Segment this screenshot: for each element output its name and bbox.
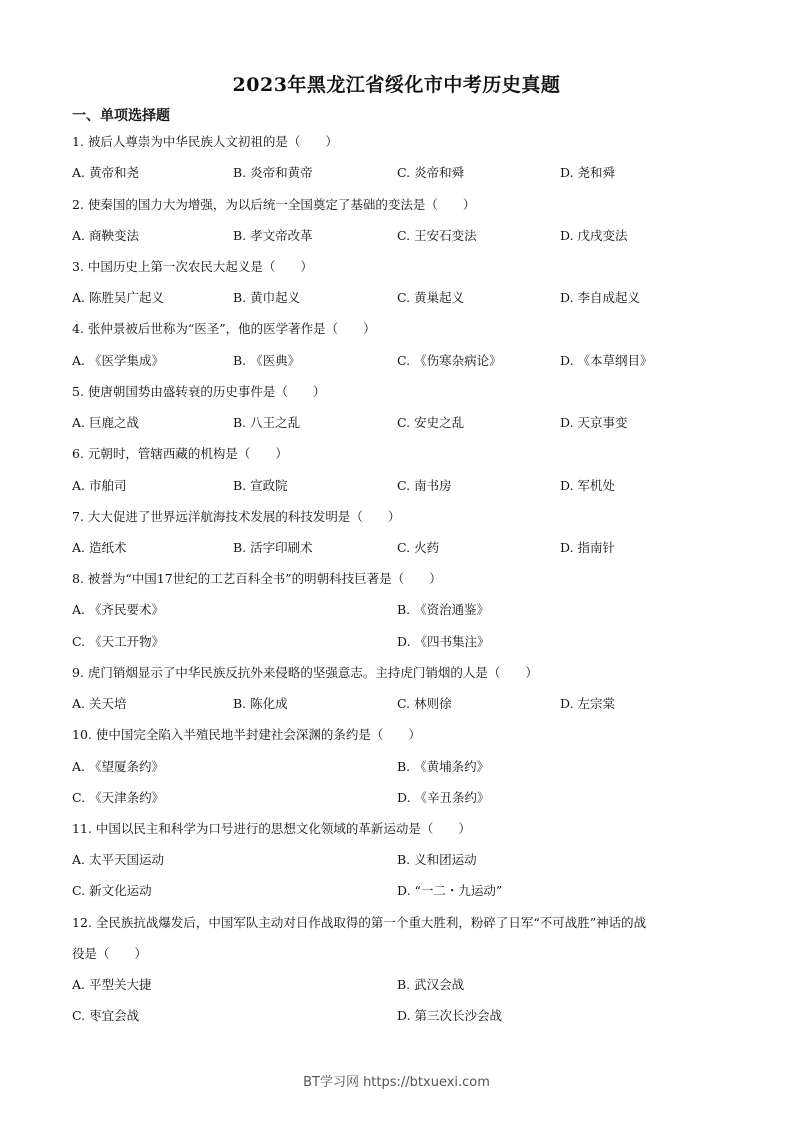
option-d: D. 左宗棠 — [560, 696, 616, 711]
option-a: A. 《望厦条约》 — [72, 759, 164, 774]
option-b: B. 活字印刷术 — [233, 540, 313, 555]
option-c: C. 火药 — [397, 540, 440, 555]
option-c: C. 安史之乱 — [397, 415, 465, 430]
option-a: A. 太平天国运动 — [72, 852, 164, 867]
question-stem: 7. 大大促进了世界远洋航海技术发展的科技发明是（ ） — [72, 509, 401, 524]
question-stem: 9. 虎门销烟显示了中华民族反抗外来侵略的坚强意志。主持虎门销烟的人是（ ） — [72, 665, 538, 680]
option-a: A. 平型关大捷 — [72, 977, 152, 992]
option-b: B. 孝文帝改革 — [233, 228, 313, 243]
question-stem: 5. 使唐朝国势由盛转衰的历史事件是（ ） — [72, 384, 326, 399]
option-b: B. 宣政院 — [233, 478, 288, 493]
option-d: D. 第三次长沙会战 — [397, 1008, 503, 1023]
question-stem: 2. 使秦国的国力大为增强，为以后统一全国奠定了基础的变法是（ ） — [72, 197, 476, 212]
option-b: B. 义和团运动 — [397, 852, 477, 867]
option-a: A. 黄帝和尧 — [72, 165, 139, 180]
option-d: D. “一二・九运动” — [397, 883, 503, 898]
question-stem: 12. 全民族抗战爆发后，中国军队主动对日作战取得的第一个重大胜利，粉碎了日军“不可战胜”神话的战 — [72, 915, 647, 930]
question-stem: 6. 元朝时，管辖西藏的机构是（ ） — [72, 446, 288, 461]
option-c: C. 王安石变法 — [397, 228, 477, 243]
option-a: A. 巨鹿之战 — [72, 415, 139, 430]
question-stem-continued: 役是（ ） — [72, 946, 148, 961]
option-b: B. 《黄埔条约》 — [397, 759, 490, 774]
page-title: 2023年黑龙江省绥化市中考历史真题 — [232, 74, 561, 96]
question-stem: 11. 中国以民主和科学为口号进行的思想文化领域的革新运动是（ ） — [72, 821, 471, 836]
option-a: A. 《齐民要术》 — [72, 602, 164, 617]
option-b: B. 《资治通鉴》 — [397, 602, 490, 617]
option-b: B. 陈化成 — [233, 696, 288, 711]
option-a: A. 商鞅变法 — [72, 228, 139, 243]
option-d: D. 《本草纲目》 — [560, 353, 653, 368]
question-stem: 8. 被誉为“中国17世纪的工艺百科全书”的明朝科技巨著是（ ） — [72, 571, 442, 586]
footer-watermark: BT学习网 https://btxuexi.com — [303, 1075, 490, 1090]
option-d: D. 戊戌变法 — [560, 228, 628, 243]
question-stem: 10. 使中国完全陷入半殖民地半封建社会深渊的条约是（ ） — [72, 727, 421, 742]
option-d: D. 李自成起义 — [560, 290, 641, 305]
option-d: D. 《四书集注》 — [397, 634, 490, 649]
option-c: C. 炎帝和舜 — [397, 165, 465, 180]
option-c: C. 南书房 — [397, 478, 452, 493]
option-d: D. 天京事变 — [560, 415, 628, 430]
option-c: C. 《天工开物》 — [72, 634, 165, 649]
question-stem: 1. 被后人尊崇为中华民族人文初祖的是（ ） — [72, 134, 338, 149]
option-b: B. 黄巾起义 — [233, 290, 301, 305]
option-d: D. 《辛丑条约》 — [397, 790, 490, 805]
option-b: B. 八王之乱 — [233, 415, 301, 430]
option-d: D. 指南针 — [560, 540, 616, 555]
option-c: C. 林则徐 — [397, 696, 452, 711]
option-c: C. 黄巢起义 — [397, 290, 465, 305]
section-heading: 一、单项选择题 — [72, 108, 170, 124]
option-a: A. 关天培 — [72, 696, 127, 711]
option-d: D. 尧和舜 — [560, 165, 616, 180]
option-a: A. 《医学集成》 — [72, 353, 164, 368]
option-a: A. 陈胜吴广起义 — [72, 290, 164, 305]
option-b: B. 《医典》 — [233, 353, 301, 368]
option-c: C. 枣宜会战 — [72, 1008, 140, 1023]
option-c: C. 《天津条约》 — [72, 790, 165, 805]
option-a: A. 市舶司 — [72, 478, 127, 493]
question-stem: 3. 中国历史上第一次农民大起义是（ ） — [72, 259, 313, 274]
option-c: C. 《伤寒杂病论》 — [397, 353, 502, 368]
question-stem: 4. 张仲景被后世称为“医圣”，他的医学著作是（ ） — [72, 321, 376, 336]
option-b: B. 炎帝和黄帝 — [233, 165, 313, 180]
option-a: A. 造纸术 — [72, 540, 127, 555]
option-c: C. 新文化运动 — [72, 883, 152, 898]
option-d: D. 军机处 — [560, 478, 616, 493]
option-b: B. 武汉会战 — [397, 977, 465, 992]
